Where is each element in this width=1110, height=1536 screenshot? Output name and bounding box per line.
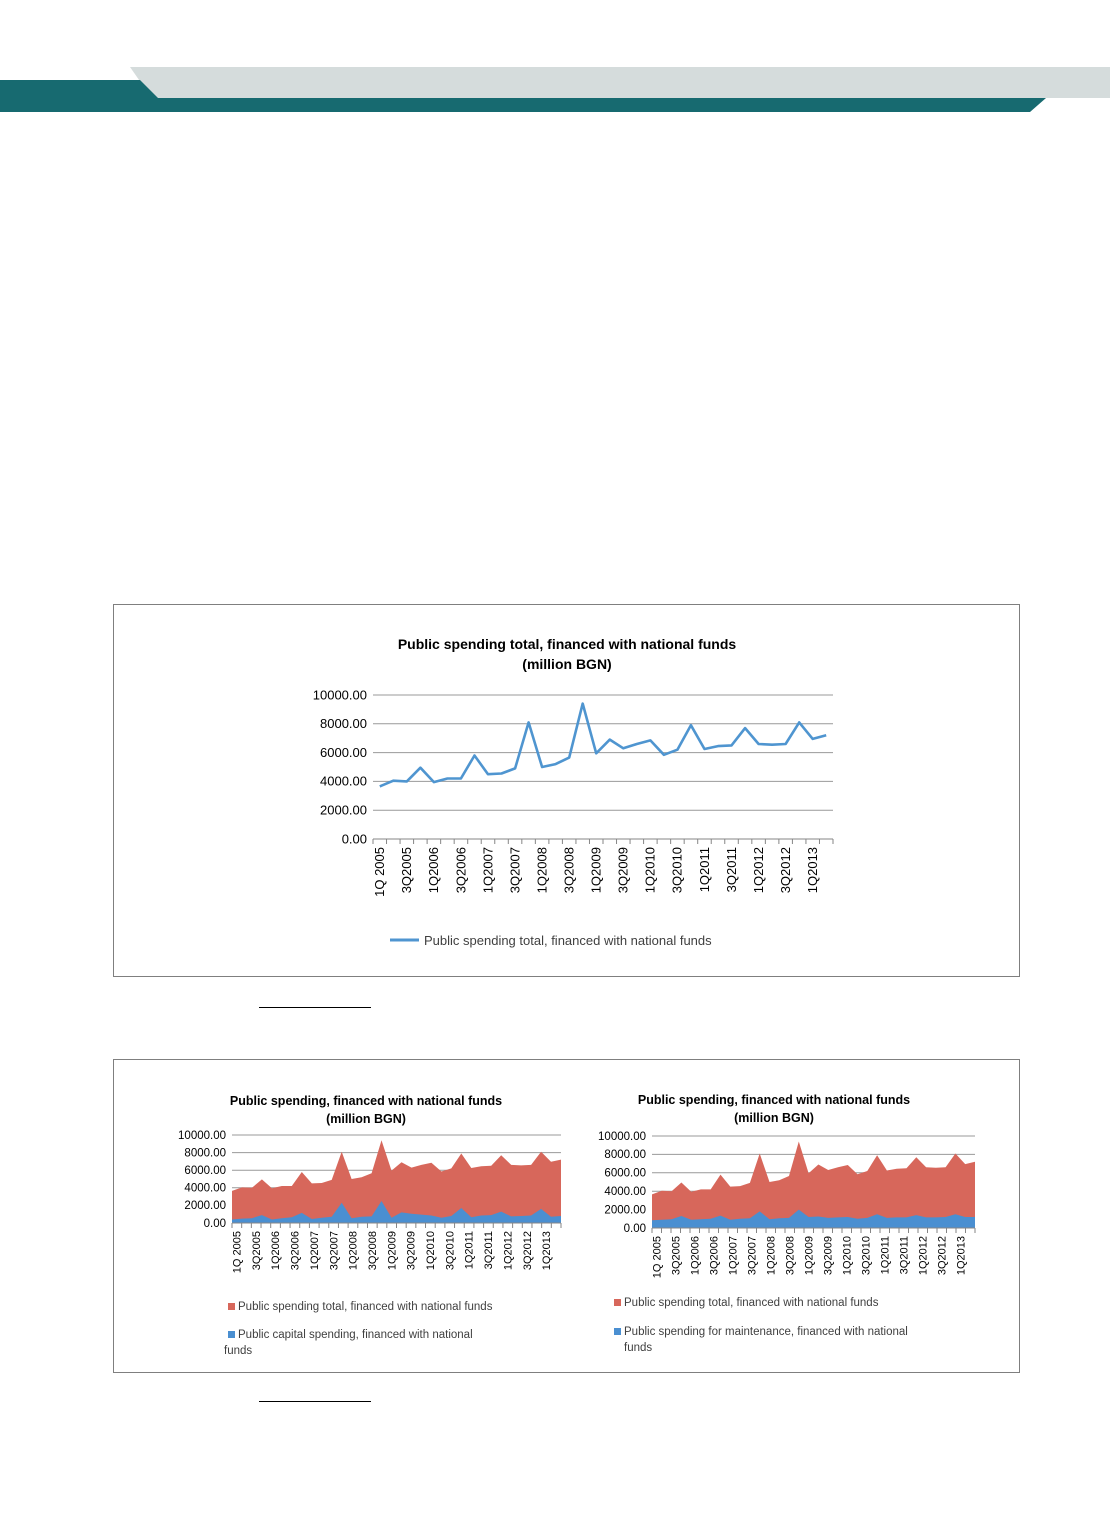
x-tick-label: 1Q2013 <box>805 846 820 894</box>
chart-subtitle: (million BGN) <box>734 1111 814 1125</box>
y-tick-label: 8000.00 <box>184 1147 226 1160</box>
x-tick-label: 3Q2009 <box>822 1235 835 1276</box>
x-tick-label: 3Q2010 <box>444 1231 457 1271</box>
area-chart-capital <box>114 1060 566 1372</box>
x-tick-label: 3Q2005 <box>250 1231 263 1271</box>
x-tick-label: 3Q2007 <box>746 1235 759 1276</box>
x-tick-label: 1Q 2005 <box>372 847 388 897</box>
x-tick-label: 3Q2011 <box>898 1235 911 1275</box>
legend-swatch-maintenance <box>614 1328 621 1335</box>
x-tick-label: 1Q2008 <box>347 1230 360 1271</box>
y-tick-label: 2000.00 <box>604 1204 646 1217</box>
chart-frame-area <box>113 1059 1020 1373</box>
x-tick-label: 3Q2012 <box>521 1231 534 1271</box>
x-tick-label: 3Q2006 <box>289 1231 302 1271</box>
x-tick-label: 3Q2009 <box>615 846 631 894</box>
x-tick-label: 3Q2011 <box>483 1231 496 1270</box>
x-tick-label: 1Q2007 <box>727 1235 740 1276</box>
legend-label: Public spending total, financed with national funds <box>424 933 712 948</box>
chart-title: Public spending total, financed with national funds <box>397 636 737 652</box>
x-tick-label: 3Q2006 <box>708 1235 721 1276</box>
footnote-rule <box>259 1401 371 1402</box>
x-tick-label: 1Q2013 <box>955 1235 968 1276</box>
y-tick-label: 0.00 <box>623 1222 646 1235</box>
x-tick-label: 1Q2012 <box>502 1230 515 1271</box>
series-line <box>380 704 826 787</box>
y-tick-label: 8000.00 <box>320 716 367 732</box>
legend-swatch-total <box>228 1303 235 1310</box>
x-tick-label: 1Q2012 <box>917 1235 930 1276</box>
chart-subtitle: (million BGN) <box>326 1112 406 1126</box>
plot-area <box>178 1130 561 1273</box>
x-tick-label: 1Q 2005 <box>651 1235 664 1279</box>
x-tick-label: 1Q2012 <box>750 846 766 894</box>
x-tick-label: 3Q2012 <box>778 847 793 894</box>
x-tick-label: 3Q2005 <box>670 1235 683 1276</box>
y-tick-label: 8000.00 <box>604 1149 646 1162</box>
x-tick-label: 3Q2009 <box>405 1231 418 1271</box>
chart-title: Public spending, financed with national funds <box>637 1093 911 1107</box>
area-chart-maintenance <box>567 1060 1019 1372</box>
x-tick-label: 1Q2008 <box>534 847 550 894</box>
legend-label-total: Public spending total, financed with national funds <box>624 1297 879 1309</box>
x-tick-label: 1Q2010 <box>425 1230 437 1271</box>
y-tick-label: 0.00 <box>203 1217 226 1230</box>
x-tick-label: 3Q2007 <box>507 847 523 894</box>
y-tick-label: 6000.00 <box>320 744 367 760</box>
x-tick-label: 1Q2009 <box>588 847 604 894</box>
x-tick-label: 1Q2006 <box>689 1235 702 1276</box>
line-chart <box>114 605 1019 976</box>
y-tick-label: 6000.00 <box>184 1165 226 1178</box>
y-tick-label: 2000.00 <box>320 802 367 818</box>
plot-area <box>313 687 833 897</box>
x-tick-label: 1Q2011 <box>879 1235 892 1275</box>
x-tick-label: 3Q2007 <box>328 1231 341 1271</box>
x-tick-label: 1Q2011 <box>463 1230 476 1270</box>
footnote-rule <box>259 1007 371 1008</box>
x-tick-label: 3Q2006 <box>453 847 469 894</box>
chart-title: Public spending, financed with national funds <box>229 1094 503 1108</box>
x-tick-label: 1Q2009 <box>803 1235 816 1276</box>
x-tick-label: 3Q2008 <box>784 1235 797 1276</box>
legend-swatch-capital <box>228 1331 235 1338</box>
x-tick-label: 3Q2011 <box>723 847 739 893</box>
x-tick-label: 3Q2010 <box>669 846 685 894</box>
legend-label-total: Public spending total, financed with national funds <box>238 1301 493 1313</box>
chart-frame-line <box>113 604 1020 977</box>
x-tick-label: 1Q2008 <box>765 1235 778 1276</box>
legend-label-maintenance: Public spending for maintenance, financed with national funds <box>624 1326 908 1354</box>
x-tick-label: 1Q2013 <box>541 1231 554 1271</box>
x-tick-label: 1Q2006 <box>270 1230 283 1271</box>
x-tick-label: 3Q2005 <box>399 847 415 894</box>
y-tick-label: 10000.00 <box>178 1129 226 1142</box>
header-band <box>0 0 1110 115</box>
x-tick-label: 1Q2011 <box>696 846 712 893</box>
x-tick-label: 3Q2012 <box>936 1235 949 1276</box>
y-tick-label: 10000.00 <box>598 1130 646 1143</box>
y-tick-label: 2000.00 <box>184 1200 226 1213</box>
x-tick-label: 1Q2007 <box>480 846 496 894</box>
chart-subtitle: (million BGN) <box>522 656 612 672</box>
x-tick-label: 1Q2010 <box>642 847 658 894</box>
y-tick-label: 6000.00 <box>604 1167 646 1180</box>
y-tick-label: 4000.00 <box>604 1186 646 1199</box>
x-tick-label: 3Q2008 <box>367 1231 379 1271</box>
y-tick-label: 0.00 <box>341 831 367 847</box>
legend-swatch-total <box>614 1299 621 1306</box>
x-tick-label: 1Q2006 <box>426 846 442 894</box>
legend-label-capital: Public capital spending, financed with national funds <box>224 1329 473 1357</box>
x-tick-label: 1Q 2005 <box>231 1230 244 1274</box>
x-tick-label: 3Q2010 <box>860 1235 873 1276</box>
y-tick-label: 10000.00 <box>312 687 367 703</box>
plot-area <box>598 1131 975 1278</box>
x-tick-label: 3Q2008 <box>561 846 577 894</box>
y-tick-label: 4000.00 <box>184 1182 226 1195</box>
x-tick-label: 1Q2007 <box>308 1230 321 1271</box>
y-tick-label: 4000.00 <box>320 773 367 789</box>
x-tick-label: 1Q2010 <box>841 1235 854 1276</box>
x-tick-label: 1Q2009 <box>386 1230 399 1271</box>
